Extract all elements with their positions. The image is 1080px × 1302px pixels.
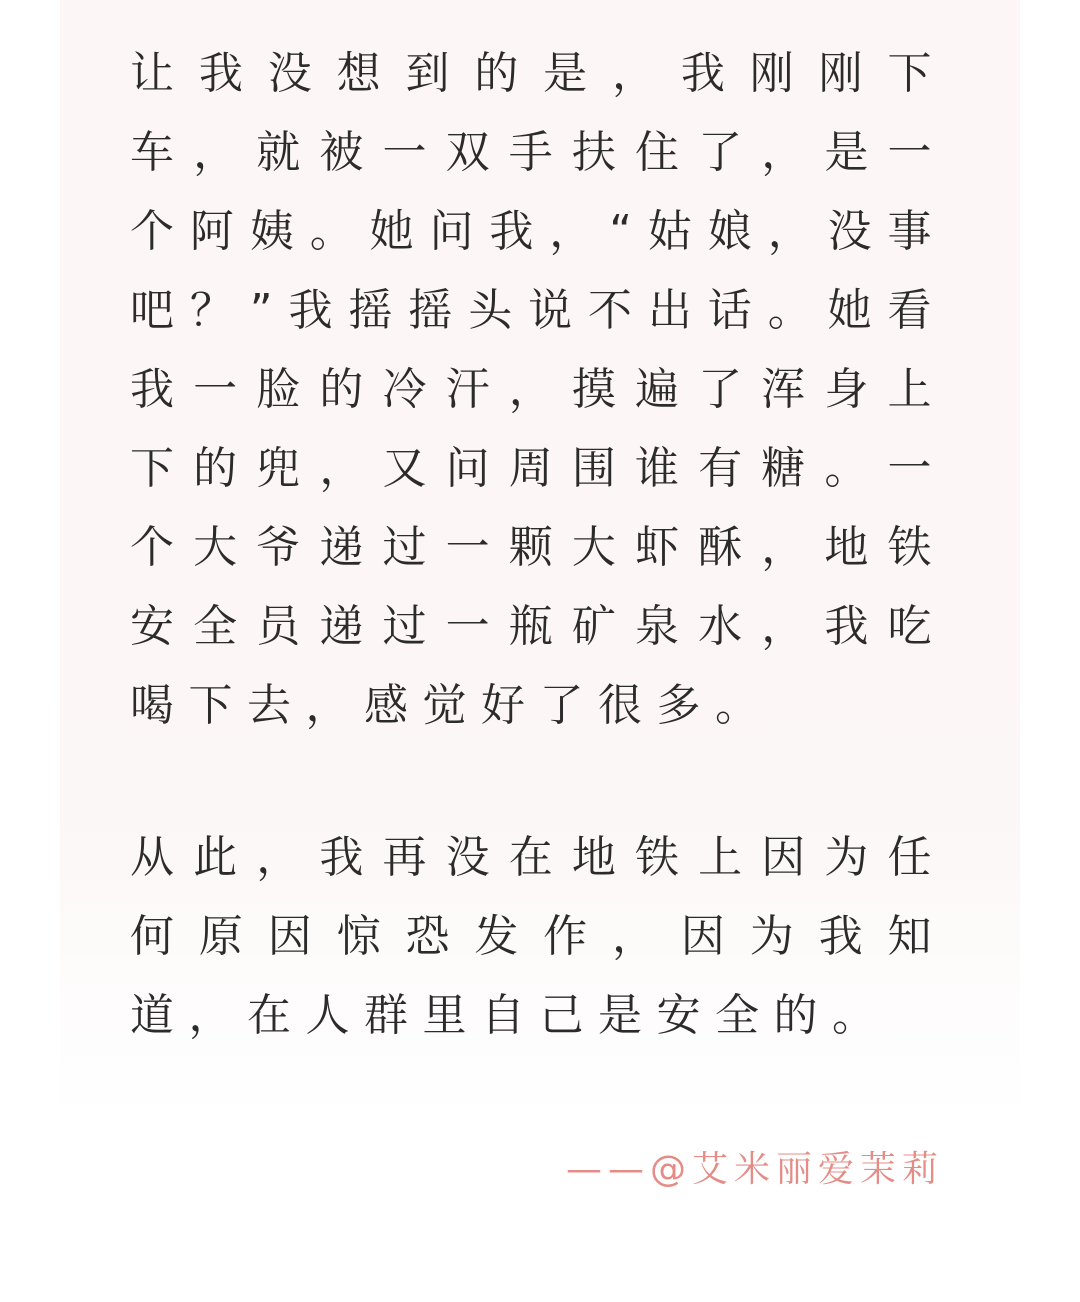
- article-card: [60, 0, 1020, 1302]
- paragraph-2: 从此，我再没在地铁上因为任何原因惊恐发作，因为我知道，在人群里自己是安全的。: [130, 832, 946, 1041]
- paragraph-1: 让我没想到的是，我刚刚下车，就被一双手扶住了，是一个阿姨。她问我，“姑娘，没事吧？”我摇摇头说不出话。她看我一脸的冷汗，摸遍了浑身上下的兜，又问周围谁有糖。一个大爷递过一颗大虾酥，地铁安全员递过一瓶矿泉水，我吃喝下去，感觉好了很多。: [130, 48, 946, 731]
- author-signature: ——@艾米丽爱茉莉: [565, 1149, 944, 1190]
